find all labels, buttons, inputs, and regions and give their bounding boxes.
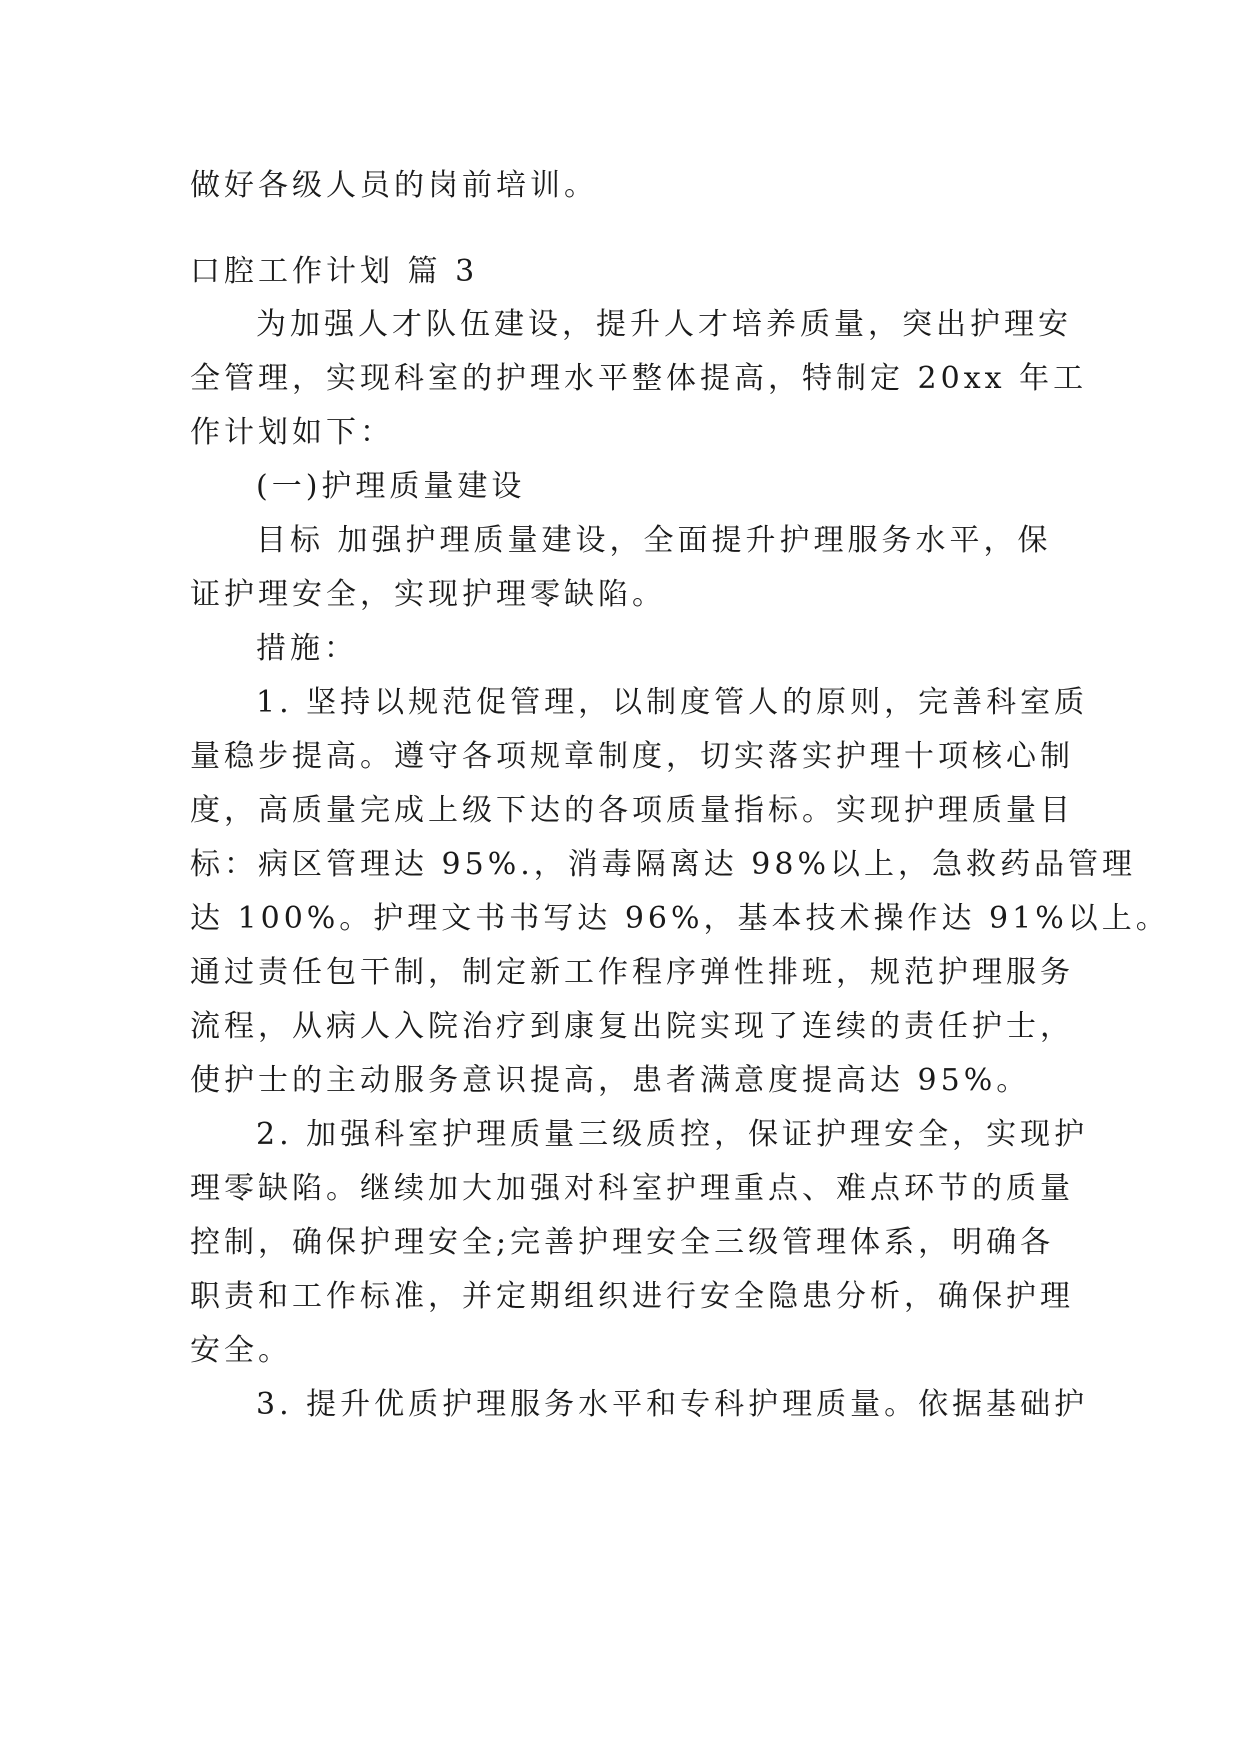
text-line: 为加强人才队伍建设，提升人才培养质量，突出护理安	[256, 307, 1072, 342]
text-line: 措施：	[256, 631, 358, 666]
text-line: 3. 提升优质护理服务水平和专科护理质量。依据基础护	[256, 1387, 1089, 1422]
text-line: 使护士的主动服务意识提高，患者满意度提高达 95%。	[190, 1063, 1031, 1098]
text-line: 量稳步提高。遵守各项规章制度，切实落实护理十项核心制	[190, 739, 1074, 774]
text-line: 标：病区管理达 95%.，消毒隔离达 98%以上，急救药品管理	[190, 847, 1136, 882]
text-line: 1. 坚持以规范促管理，以制度管人的原则，完善科室质	[256, 685, 1089, 720]
text-line: 达 100%。护理文书书写达 96%，基本技术操作达 91%以上。	[190, 901, 1170, 936]
text-line: 理零缺陷。继续加大加强对科室护理重点、难点环节的质量	[190, 1171, 1074, 1206]
text-line: 度，高质量完成上级下达的各项质量指标。实现护理质量目	[190, 793, 1074, 828]
text-line: 目标 加强护理质量建设，全面提升护理服务水平，保	[256, 523, 1052, 558]
text-line: 作计划如下：	[190, 415, 394, 450]
subsection-heading: (一)护理质量建设	[256, 469, 526, 504]
text-line: 安全。	[190, 1333, 292, 1368]
text-line: 流程，从病人入院治疗到康复出院实现了连续的责任护士，	[190, 1009, 1074, 1044]
text-line: 2. 加强科室护理质量三级质控，保证护理安全，实现护	[256, 1117, 1089, 1152]
text-line: 职责和工作标准，并定期组织进行安全隐患分析，确保护理	[190, 1279, 1074, 1314]
text-line: 通过责任包干制，制定新工作程序弹性排班，规范护理服务	[190, 955, 1074, 990]
text-line: 证护理安全，实现护理零缺陷。	[190, 577, 666, 612]
text-line: 控制，确保护理安全;完善护理安全三级管理体系，明确各	[190, 1225, 1055, 1260]
text-line: 做好各级人员的岗前培训。	[190, 168, 598, 203]
section-heading: 口腔工作计划 篇 3	[190, 254, 479, 289]
text-line: 全管理，实现科室的护理水平整体提高，特制定 20xx 年工	[190, 361, 1088, 396]
